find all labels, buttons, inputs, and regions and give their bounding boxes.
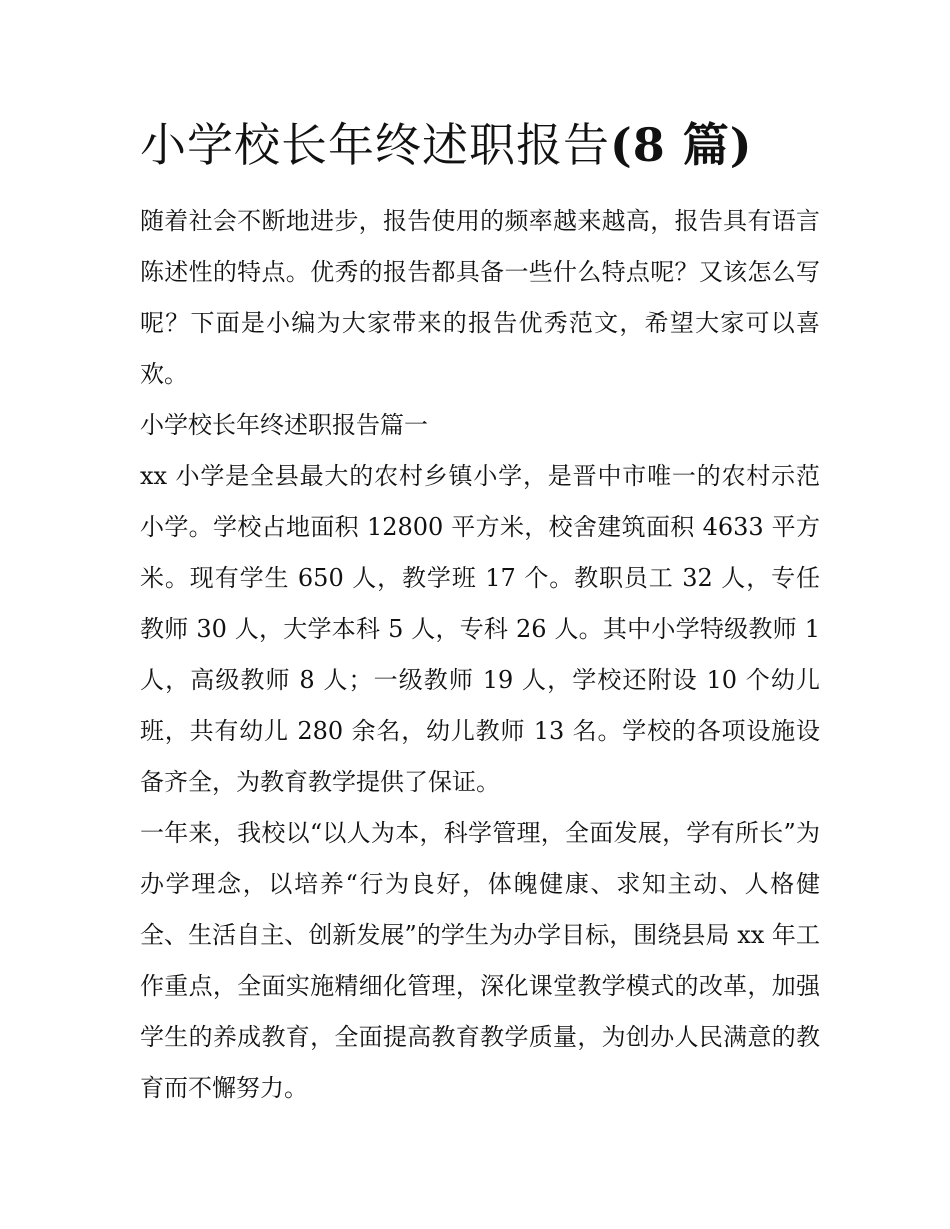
school-overview-paragraph: xx 小学是全县最大的农村乡镇小学，是晋中市唯一的农村示范小学。学校占地面积 12800 平方米，校舍建筑面积 4633 平方米。现有学生 650 人，教学班 17 个。教职员工 32 人，专任教师 30 人，大学本科 5 人，专科 26 人。其中小学特级教师 1 人，高级教师 8 人；一级教师 19 人，学校还附设 10 个幼儿班，共有幼儿 280 余名，幼儿教师 13 名。学校的各项设施设备齐全，为教育教学提供了保证。 [140, 462, 820, 796]
document-body [140, 112, 820, 1114]
intro-paragraph: 随着社会不断地进步，报告使用的频率越来越高，报告具有语言陈述性的特点。优秀的报告都具备一些什么特点呢？又该怎么写呢？下面是小编为大家带来的报告优秀范文，希望大家可以喜欢。 [140, 207, 820, 388]
title-main: 小学校长年终述职报告 [140, 118, 610, 172]
section-heading: 小学校长年终述职报告篇一 [140, 411, 428, 439]
document-title [140, 112, 820, 178]
title-count: (8 篇) [610, 118, 753, 172]
annual-work-paragraph: 一年来，我校以“以人为本，科学管理，全面发展，学有所长”为办学理念，以培养“行为良好，体魄健康、求知主动、人格健全、生活自主、创新发展”的学生为办学目标，围绕县局 xx 年工作重点，全面实施精细化管理，深化课堂教学模式的改革，加强学生的养成教育，全面提高教育教学质量，为创办人民满意的教育而不懈努力。 [140, 819, 820, 1102]
